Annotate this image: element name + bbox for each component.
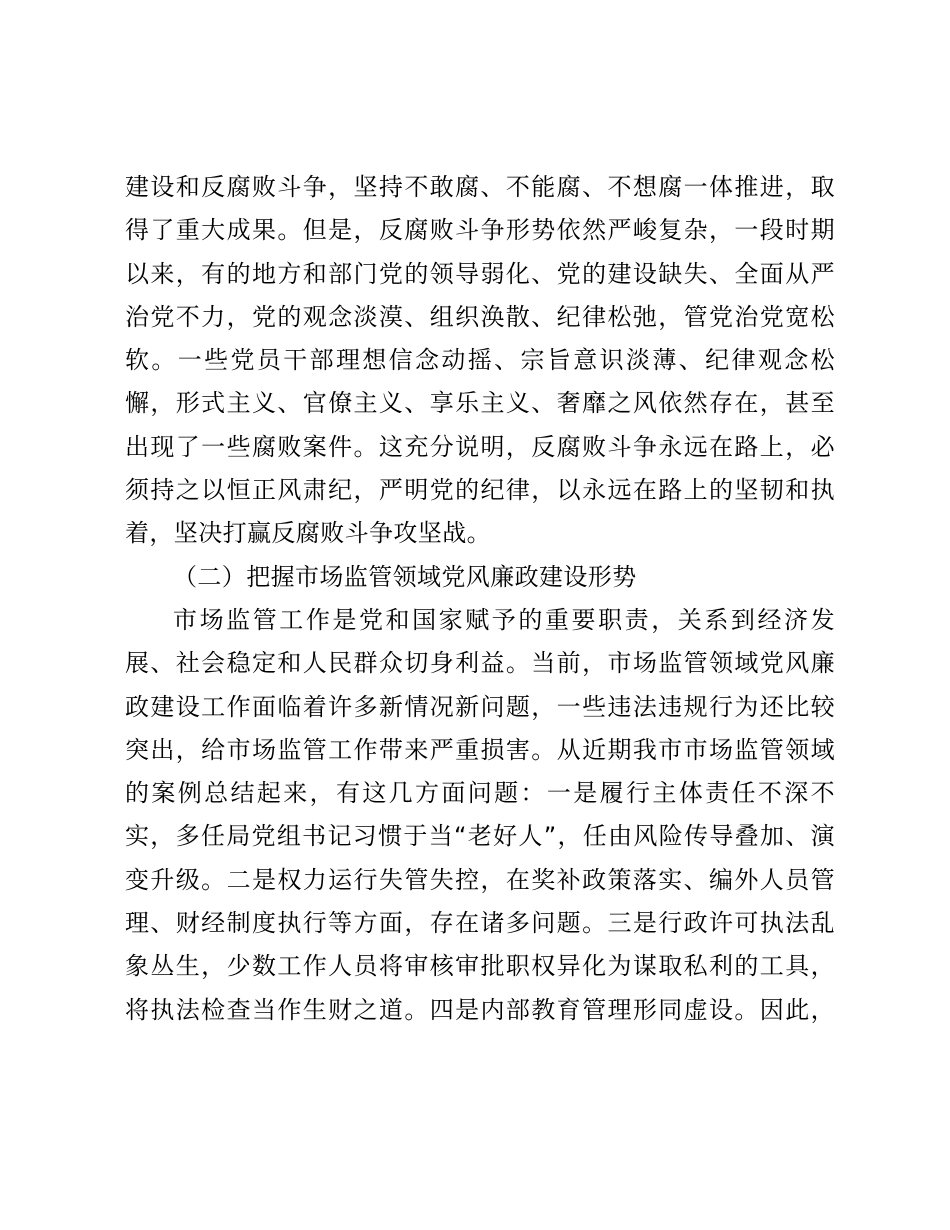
section-heading: （二）把握市场监管领域党风廉政建设形势 (173, 562, 637, 591)
paragraph-market-supervision (125, 599, 835, 1032)
text-line: 突出，给市场监管工作带来严重损害。从近期我市市场监管领域 (125, 735, 835, 764)
text-line: 出现了一些腐败案件。这充分说明，反腐败斗争永远在路上，必 (125, 432, 835, 461)
text-line: 政建设工作面临着许多新情况新问题，一些违法违规行为还比较 (125, 692, 835, 721)
paragraph-anti-corruption-struggle (125, 166, 835, 556)
text-line: 实，多任局党组书记习惯于当“老好人”，任由风险传导叠加、演 (125, 822, 835, 851)
text-line: 以来，有的地方和部门党的领导弱化、党的建设缺失、全面从严 (125, 259, 835, 288)
text-line: 着，坚决打赢反腐败斗争攻坚战。 (125, 519, 491, 548)
text-line: 理、财经制度执行等方面，存在诸多问题。三是行政许可执法乱 (125, 909, 835, 938)
text-line: 懈，形式主义、官僚主义、享乐主义、奢靡之风依然存在，甚至 (125, 389, 835, 418)
text-line: 软。一些党员干部理想信念动摇、宗旨意识淡薄、纪律观念松 (125, 346, 835, 375)
text-line: 建设和反腐败斗争，坚持不敢腐、不能腐、不想腐一体推进，取 (125, 173, 835, 201)
text-line: 得了重大成果。但是，反腐败斗争形势依然严峻复杂，一段时期 (125, 216, 835, 245)
text-line: 须持之以恒正风肃纪，严明党的纪律，以永远在路上的坚韧和执 (125, 476, 835, 505)
text-line: 市场监管工作是党和国家赋予的重要职责，关系到经济发 (173, 605, 835, 634)
document-body (125, 166, 835, 1032)
text-line: 变升级。二是权力运行失管失控，在奖补政策落实、编外人员管 (125, 865, 835, 894)
text-line: 的案例总结起来，有这几方面问题：一是履行主体责任不深不 (125, 779, 835, 808)
text-line: 将执法检查当作生财之道。四是内部教育管理形同虚设。因此， (125, 995, 835, 1024)
text-line: 展、社会稳定和人民群众切身利益。当前，市场监管领域党风廉 (125, 649, 835, 678)
text-line: 治党不力，党的观念淡漠、组织涣散、纪律松弛，管党治党宽松 (125, 302, 835, 331)
text-line: 象丛生，少数工作人员将审核审批职权异化为谋取私利的工具， (125, 952, 835, 981)
